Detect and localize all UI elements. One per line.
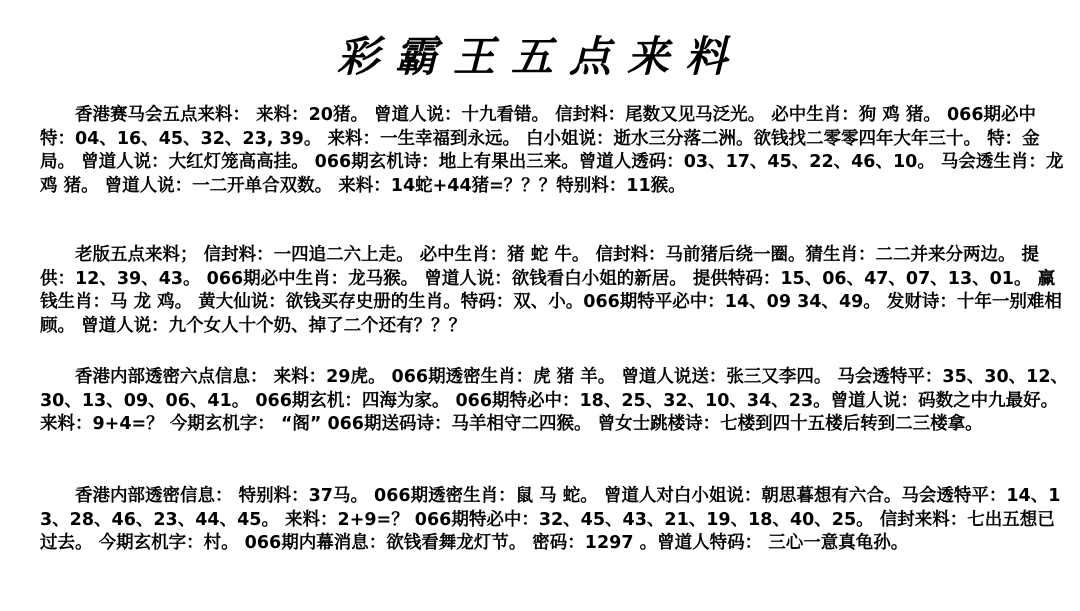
info-paragraph-4: 香港内部透密信息： 特别料：37马。 066期透密生肖：鼠 马 蛇。 曾道人对白小姐说：朝思暮想有六合。马会透特平：14、13、28、46、23、44、45。 来料：2+9=？ 066期特必中：32、45、43、21、19、18、40、25。 信封来料：七出五想已过去。 今期玄机字：村。 066期内幕消息：欲钱看舞龙灯节。 密码：1297 。曾道人特码： 三心一意真龟孙。 (40, 486, 1061, 554)
info-paragraph-3: 香港内部透密六点信息： 来料：29虎。 066期透密生肖：虎 猪 羊。 曾道人说送：张三又李四。 马会透特平：35、30、12、30、13、09、06、41。 066期玄机：四海为家。 066期特必中：18、25、32、10、34、23。曾道人说：码数之中九最好。 来料：9+4=？ 今期玄机字： “阁” 066期送码诗：马羊相守二四猴。 曾女士跳楼诗：七楼到四十五楼后转到二三楼拿。 (40, 367, 1068, 435)
info-paragraph-2: 老版五点来料； 信封料：一四追二六上走。 必中生肖：猪 蛇 牛。 信封料：马前猪后绕一圈。猜生肖：二二并来分两边。 提供：12、39、43。 066期必中生肖：龙马猴。 曾道人说：欲钱看白小姐的新居。 提供特码：15、06、47、07、13、01。 赢钱生肖：马 龙 鸡。 黄大仙说：欲钱买存史册的生肖。特码：双、小。066期特平必中：14、09 34、49。 发财诗：十年一别难相顾。 曾道人说：九个女人十个奶、掉了二个还有？？？ (40, 245, 1062, 336)
page-title: 彩霸王五点来料 (336, 32, 743, 81)
info-paragraph-1: 香港赛马会五点来料： 来料：20猪。 曾道人说：十九看错。 信封料：尾数又见马泛光。 必中生肖：狗 鸡 猪。 066期必中特：04、16、45、32、23, 39。 来料：一生幸福到永远。 白小姐说：逝水三分落二洲。欲钱找二零零四年大年三十。 特：金局。 曾道人说：大红灯笼高高挂。 066期玄机诗：地上有果出三来。曾道人透码：03、17、45、22、46、10。 马会透生肖：龙 鸡 猪。 曾道人说：一二开单合双数。 来料：14蛇+44猪=？？？特别料：11猴。 (40, 105, 1064, 196)
